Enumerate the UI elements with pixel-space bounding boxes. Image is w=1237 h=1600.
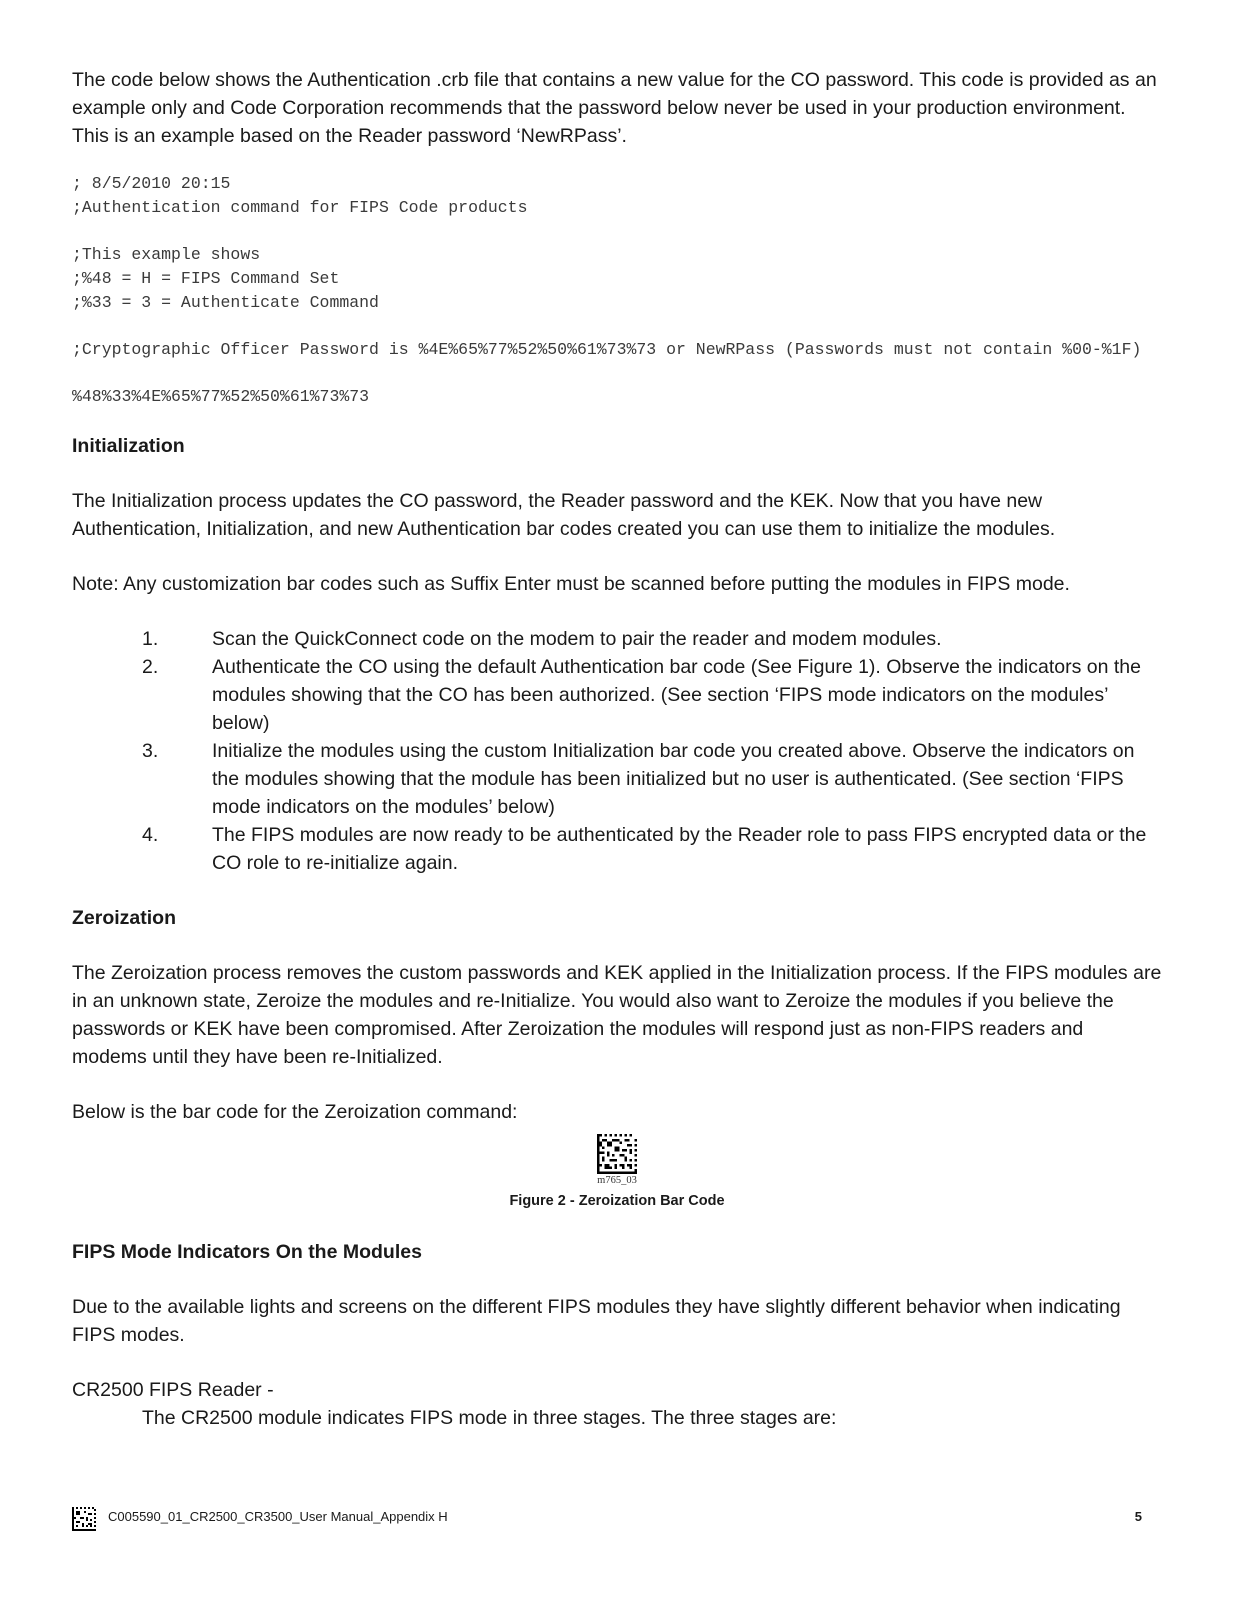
list-item: 2. Authenticate the CO using the default Authentication bar code (See Figure 1). Observe the indicators on the modules showing that the CO has been authorized. (See section ‘FIPS mode indicators on the modules’ below) [142,656,1141,734]
figure-caption: Figure 2 - Zeroization Bar Code [509,1193,725,1209]
footer-document-id: C005590_01_CR2500_CR3500_User Manual_Appendix H [108,1509,448,1524]
list-item: 3. Initialize the modules using the custom Initialization bar code you created above. Observe the indicators on the modules showing that the module has been initialized but no user is authenticated. (See section ‘FIPS mode indicators on the modules’ below) [142,740,1135,818]
footer-barcode-icon [72,1507,96,1531]
zeroization-paragraph: The Zeroization process removes the custom passwords and KEK applied in the Initialization process. If the FIPS modules are in an unknown state, Zeroize the modules and re-Initialize. You would also want to Zeroize the modules if you believe the passwords or KEK have been compromised. After Zeroization the modules will respond just as non-FIPS readers and modems until they have been re-Initialized. [72,962,1162,1068]
initialization-heading: Initialization [72,435,185,457]
reader-description: The CR2500 module indicates FIPS mode in three stages. The three stages are: [142,1407,837,1429]
code-line-command: %48%33%4E%65%77%52%50%61%73%73 [72,387,370,406]
list-item: 4. The FIPS modules are now ready to be authenticated by the Reader role to pass FIPS encrypted data or the CO role to re-initialize again. [142,824,1147,874]
document-page [72,66,1162,1432]
code-line-authenticate: ;%33 = 3 = Authenticate Command [72,293,379,312]
initialization-note: Note: Any customization bar codes such as Suffix Enter must be scanned before putting the modules in FIPS mode. [72,573,1070,595]
initialization-steps [72,625,1162,877]
intro-paragraph: The code below shows the Authentication .crb file that contains a new value for the CO password. This code is provided as an example only and Code Corporation recommends that the password below never be used in your production environment. This is an example based on the Reader password ‘NewRPass’. [72,69,1157,147]
zeroization-heading: Zeroization [72,907,177,929]
list-item: 1. Scan the QuickConnect code on the modem to pair the reader and modem modules. [142,628,942,650]
zeroization-figure [72,1134,1162,1212]
code-line-example: ;This example shows [72,245,261,264]
zeroization-barcode-icon [597,1134,637,1174]
indicators-heading: FIPS Mode Indicators On the Modules [72,1241,422,1263]
page-number: 5 [1134,1509,1142,1524]
reader-label: CR2500 FIPS Reader - [72,1379,274,1401]
code-line-date: ; 8/5/2010 20:15 [72,174,231,193]
initialization-paragraph: The Initialization process updates the CO password, the Reader password and the KEK. Now that you have new Authentication, Initialization, and new Authentication bar codes created you can use them to initialize the modules. [72,490,1056,540]
code-line-command-set: ;%48 = H = FIPS Command Set [72,269,340,288]
zeroization-below-text: Below is the bar code for the Zeroization command: [72,1101,518,1123]
figure-code-label: m765_03 [597,1175,637,1186]
code-line-password: ;Cryptographic Officer Password is %4E%65%77%52%50%61%73%73 or NewRPass (Passwords must not contain %00-%1F) [72,340,1142,359]
indicators-paragraph: Due to the available lights and screens on the different FIPS modules they have slightly different behavior when indicating FIPS modes. [72,1296,1121,1346]
code-block [72,172,1162,409]
code-line-title: ;Authentication command for FIPS Code products [72,198,528,217]
page-footer [72,1503,1142,1533]
